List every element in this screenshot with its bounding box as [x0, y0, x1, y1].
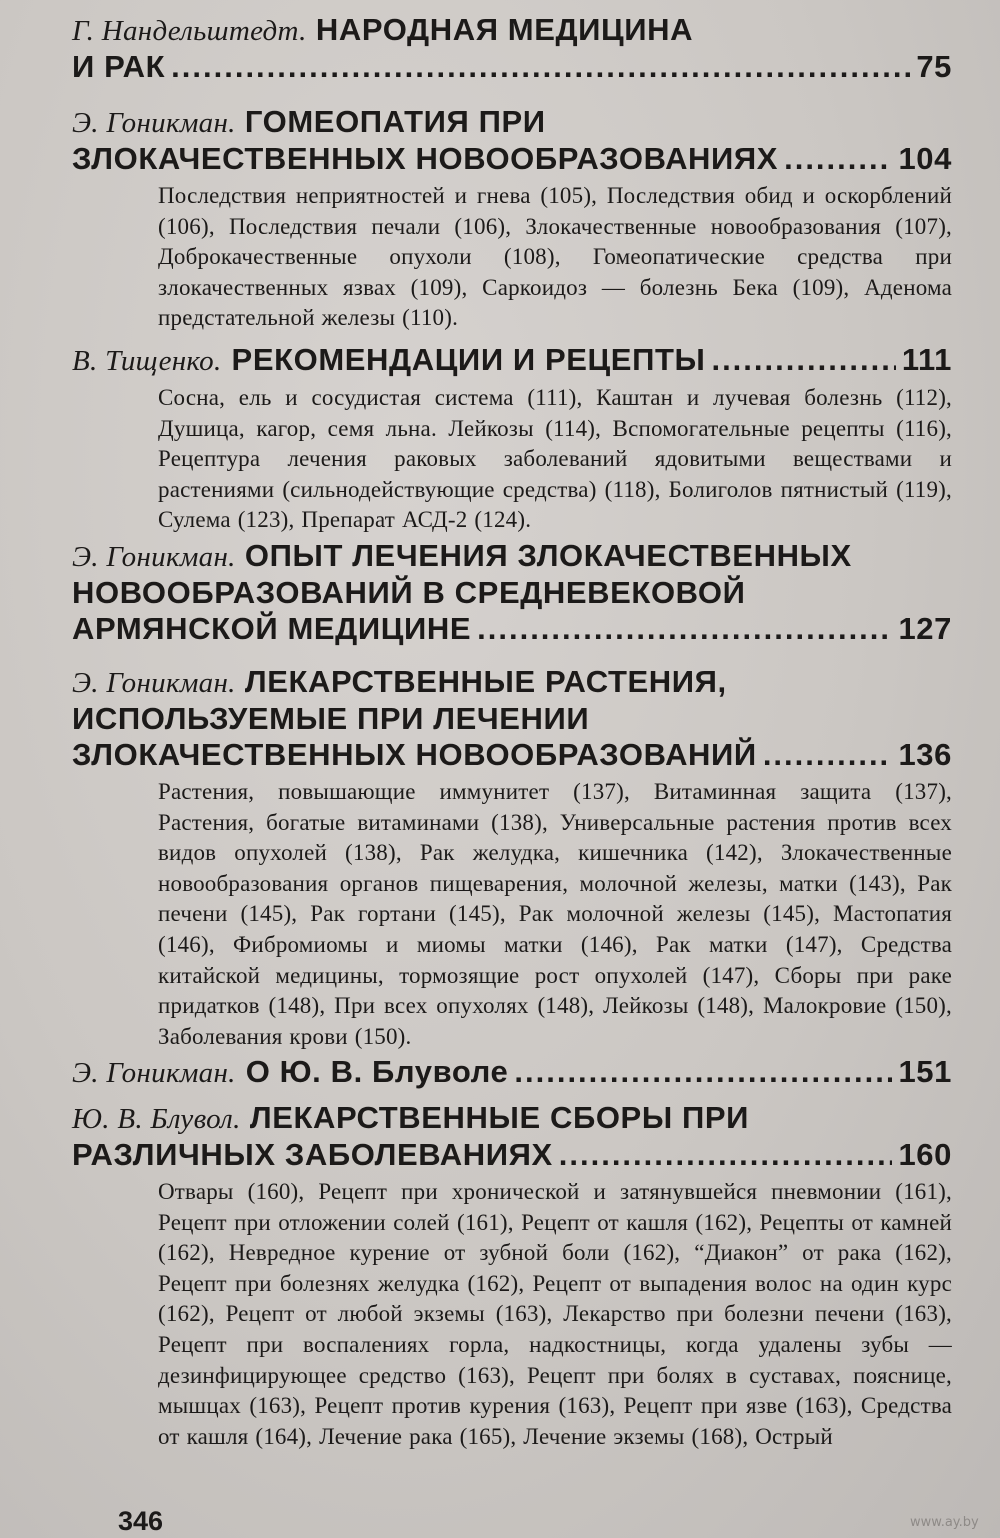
- heading-last-line: [72, 342, 952, 379]
- page-number-footer: 346: [118, 1506, 164, 1536]
- entry-author: Г. Нандельштедт.: [72, 15, 307, 47]
- entry-heading: [72, 104, 952, 177]
- entry-contents: Растения, повышающие иммунитет (137), Витаминная защита (137), Растения, богатые витаминами (138), Универсальные растения против всех видов опухолей (138), Рак желудка, кишечника (142), Злокачественные новообразования органов пищеварения, молочной железы, матки (143), Рак печени (145), Рак гортани (145), Рак молочной железы (145), Мастопатия (146), Фибромиомы и миомы матки (146), Рак матки (147), Средства китайской медицины, тормозящие рост опухолей (147), Сборы при раке придатков (148), При всех опухолях (148), Лейкозы (148), Малокровие (150), Заболевания крови (150).: [158, 779, 952, 1049]
- entry-title-line: НОВООБРАЗОВАНИЙ В СРЕДНЕВЕКОВОЙ: [72, 575, 746, 610]
- entry-heading: [72, 538, 952, 647]
- heading-last-line: [72, 49, 952, 85]
- dot-leader: [477, 611, 892, 647]
- entry-title-line: РЕКОМЕНДАЦИИ И РЕЦЕПТЫ: [231, 342, 706, 377]
- entry-page-number: 127: [898, 611, 952, 646]
- heading-last-line: [72, 1137, 952, 1173]
- entry-page-number: 151: [898, 1054, 952, 1089]
- watermark: www.ay.by: [910, 1515, 979, 1530]
- heading-line: [72, 1100, 952, 1137]
- heading-line: [72, 701, 952, 737]
- heading-line: [72, 12, 952, 49]
- entry-contents: Отвары (160), Рецепт при хронической и затянувшейся пневмонии (161), Рецепт при отложении солей (161), Рецепт от кашля (162), Рецепты от камней (162), Невредное курение от зубной боли (162), “Диакон” от рака (162), Рецепт при болезнях желудка (162), Рецепт от выпадения волос на один курс (162), Рецепт от любой экземы (163), Лекарство при болезни печени (163), Рецепт при воспалениях горла, надкостницы, когда удалены зубы — дезинфицирующее средство (163), Рецепт при болях в суставах, пояснице, мышцах (163), Рецепт против курения (163), Рецепт при язве (163), Средства от кашля (164), Лечение рака (165), Лечение экземы (168), Острый: [158, 1179, 952, 1449]
- entry-heading: [72, 1054, 952, 1091]
- dot-leader: [559, 1137, 893, 1173]
- dot-leader: [711, 342, 895, 378]
- toc-entry: [72, 1054, 952, 1091]
- entry-author: Э. Гоникман.: [72, 107, 236, 139]
- toc-entry: [72, 664, 952, 1052]
- entry-title-line: ГОМЕОПАТИЯ ПРИ: [244, 104, 546, 139]
- heading-last-line: [72, 141, 952, 177]
- entry-title-line: ЛЕКАРСТВЕННЫЕ СБОРЫ ПРИ: [249, 1100, 750, 1135]
- heading-last-line: [72, 611, 952, 647]
- entry-contents: Последствия неприятностей и гнева (105), Последствия обид и оскорблений (106), Последствия печали (106), Злокачественные новообразования (107), Доброкачественные опухоли (108), Гомеопатические средства при злокачественных язвах (109), Саркоидоз — болезнь Бека (109), Аденома предстательной железы (110).: [158, 183, 952, 331]
- entry-title-line: АРМЯНСКОЙ МЕДИЦИНЕ: [72, 611, 472, 646]
- toc-entry: [72, 1100, 952, 1452]
- entry-author: Ю. В. Блувол.: [72, 1103, 241, 1135]
- entry-page-number: 136: [898, 737, 952, 772]
- entry-title-line: ЛЕКАРСТВЕННЫЕ РАСТЕНИЯ,: [244, 664, 727, 699]
- entry-title-line: И РАК: [72, 49, 166, 84]
- entry-page-number: 111: [901, 342, 952, 377]
- heading-line: [72, 104, 952, 141]
- entry-heading: [72, 342, 952, 379]
- toc-entry: [72, 12, 952, 85]
- entry-author: Э. Гоникман.: [72, 1057, 236, 1089]
- dot-leader: [763, 737, 893, 773]
- entry-page-number: 75: [916, 49, 952, 84]
- entry-heading: [72, 664, 952, 773]
- entry-title-line: ОПЫТ ЛЕЧЕНИЯ ЗЛОКАЧЕСТВЕННЫХ: [244, 538, 852, 573]
- toc-entry: [72, 342, 952, 536]
- entry-title-line: РАЗЛИЧНЫХ ЗАБОЛЕВАНИЯХ: [72, 1137, 553, 1172]
- dot-leader: [514, 1054, 892, 1090]
- entry-author: В. Тищенко.: [72, 345, 222, 377]
- toc-entry: [72, 538, 952, 647]
- heading-line: [72, 575, 952, 611]
- entry-author: Э. Гоникман.: [72, 541, 236, 573]
- entry-author: Э. Гоникман.: [72, 667, 236, 699]
- entry-heading: [72, 12, 952, 85]
- entry-heading: [72, 1100, 952, 1173]
- heading-last-line: [72, 737, 952, 773]
- entry-title-line: ЗЛОКАЧЕСТВЕННЫХ НОВООБРАЗОВАНИЙ: [72, 737, 757, 772]
- entry-page-number: 104: [898, 141, 952, 176]
- entry-contents: Сосна, ель и сосудистая система (111), Каштан и лучевая болезнь (112), Душица, кагор, семя льна. Лейкозы (114), Вспомогательные рецепты (116), Рецептура лечения раковых заболеваний ядовитыми веществами и растениями (сильнодействующие средства) (118), Болиголов пятнистый (119), Сулема (123), Препарат АСД-2 (124).: [158, 385, 952, 533]
- dot-leader: [784, 141, 892, 177]
- heading-line: [72, 664, 952, 701]
- entry-title-line: ИСПОЛЬЗУЕМЫЕ ПРИ ЛЕЧЕНИИ: [72, 701, 590, 736]
- dot-leader: [171, 49, 910, 85]
- heading-last-line: [72, 1054, 952, 1091]
- entry-title-line: ЗЛОКАЧЕСТВЕННЫХ НОВООБРАЗОВАНИЯХ: [72, 141, 779, 176]
- toc-entry: [72, 104, 952, 334]
- entry-page-number: 160: [898, 1137, 952, 1172]
- entry-title-line: НАРОДНАЯ МЕДИЦИНА: [315, 12, 694, 47]
- entry-title-line: О Ю. В. Блуволе: [245, 1054, 509, 1089]
- heading-line: [72, 538, 952, 575]
